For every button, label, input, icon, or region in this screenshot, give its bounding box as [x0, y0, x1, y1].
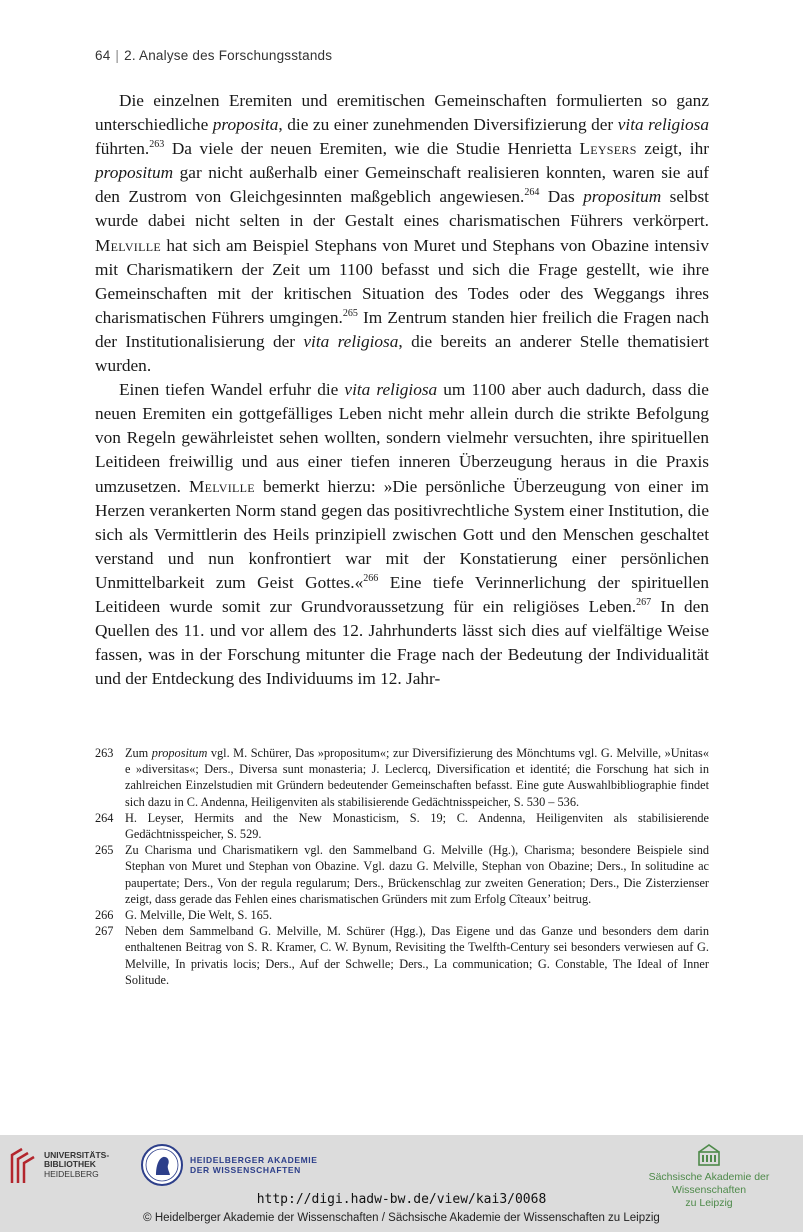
footnote-text: [125, 745, 709, 810]
hadw-seal-icon: [140, 1143, 184, 1187]
italic-term: propositum: [151, 746, 208, 760]
ub-line: HEIDELBERG: [44, 1168, 99, 1179]
saw-building-icon: [697, 1143, 721, 1167]
header-separator: |: [115, 48, 120, 63]
hadw-line: DER WISSENSCHAFTEN: [190, 1165, 301, 1175]
ub-line: BIBLIOTHEK: [44, 1159, 96, 1170]
text-run: führten.: [95, 139, 150, 159]
ub-logo-icon: [8, 1145, 38, 1185]
hadw-line: HEIDELBERGER AKADEMIE: [190, 1155, 318, 1165]
text-run: zeigt, ihr: [636, 139, 709, 159]
footnote-ref[interactable]: 264: [524, 187, 540, 199]
footnote-number: 264: [95, 810, 114, 825]
text-run: gar nicht außerhalb einer Gemeinschaft realisieren konnten, waren sie auf den Zustrom von Gleichgesinnten maßgeblich angewiesen.: [95, 163, 709, 207]
text-run: Im Zentrum standen hier freilich die Fragen nach der Institutionalisierung der: [95, 307, 709, 351]
text-run: Das: [539, 187, 584, 207]
text-run: Zum: [125, 746, 152, 760]
italic-term: propositum: [95, 163, 174, 183]
text-run: Eine tiefe Verinnerlichung der spirituellen Leitideen wurde somit zur Grundvoraussetzung für ein religiöses Leben.: [95, 572, 709, 616]
hadw-logo[interactable]: [140, 1143, 318, 1187]
author-name: Leysers: [579, 139, 637, 159]
text-run: , die bereits an anderer Stelle thematisiert wurden.: [95, 331, 709, 376]
italic-term: vita religiosa: [303, 331, 399, 351]
text-run: um 1100 aber auch dadurch, dass die neuen Eremiten ein gottgefälliges Leben nicht mehr allein durch die strikte Befolgung von Regeln gewährleistet sehen wollten, sondern vielmehr versuchten, ihre spirituellen Leitideen freiwillig und aus einer tiefen inneren Überzeugung heraus in die Praxis umzusetzen.: [95, 380, 709, 496]
author-name: Melville: [95, 235, 161, 255]
saw-line: Sächsische Akademie der Wissenschaften: [648, 1171, 770, 1196]
paragraph-1: [95, 89, 709, 378]
text-run: vgl. M. Schürer, Das »propositum«; zur Diversifizierung des Mönchtums vgl. G. Melville, »Unitas« e »diversitas«; Ders., Diversa sunt monasteria; J. Leclercq, Diversification et identité; die Forschung hat sich in zahlreichen Einzelstudien mit Gründern bedeutender Gemeinschaften befasst. Eine gute Auswahlbibliographie findet sich dazu in C. Andenna, Heiligenviten als stabilisierende Gedächtnisspeicher, S. 530 – 536.: [125, 746, 709, 809]
footnote-text: Neben dem Sammelband G. Melville, M. Schürer (Hgg.), Das Eigene und das Ganze und besonders dem darin enthaltenen Beitrag von S. R. Kramer, C. W. Bynum, Revisiting the Twelfth-Century sei besonders verwiesen auf G. Melville, In privatis locis; Ders., Auf der Schwelle; Ders., La communication; G. Constable, The Ideal of Inner Solitude.: [125, 924, 709, 987]
footnotes: [95, 745, 709, 988]
footnote-number: 263: [95, 746, 114, 760]
text-run: Da viele der neuen Eremiten, wie die Studie Henrietta: [164, 139, 580, 159]
footnote-266: [95, 907, 709, 923]
copyright-notice: © Heidelberger Akademie der Wissenschaften / Sächsische Akademie der Wissenschaften zu Leipzig: [143, 1212, 660, 1224]
footnote-number: 267: [95, 924, 114, 939]
italic-term: vita religiosa: [344, 380, 438, 400]
paragraph-2: [95, 378, 709, 691]
text-run: In den Quellen des 11. und vor allem des 12. Jahrhunderts lässt sich dies auf vielfältige Weise fassen, was in der Forschung mitunter die Frage nach der Bedeutung der Individualität und der Entdeckung des Individuums im 12. Jahr-: [95, 596, 709, 689]
main-text: [95, 89, 709, 691]
saw-line: zu Leipzig: [685, 1197, 733, 1209]
chapter-title: 2. Analyse des Forschungsstands: [124, 48, 333, 63]
footnote-text: G. Melville, Die Welt, S. 165.: [125, 908, 273, 923]
italic-term: propositum: [583, 187, 662, 207]
ub-line: UNIVERSITÄTS-: [44, 1149, 110, 1160]
italic-term: proposita: [212, 115, 279, 135]
running-header: [95, 48, 332, 63]
footnote-ref[interactable]: 265: [342, 308, 358, 320]
page-number: 64: [95, 48, 111, 63]
footnote-265: [95, 842, 709, 907]
footnote-number: 265: [95, 843, 114, 858]
footnote-text: Zu Charisma und Charismatikern vgl. den Sammelband G. Melville (Hg.), Charisma; besondere Beispiele sind Stephan von Muret und Stephan von Obazine. Vgl. dazu G. Melville, Stephan von Obazine; Ders., In solitudine ac paupertate; Ders., Von der regula regularum; Ders., Brückenschlag zur zweiten Generation; Ders., Die Zisterzienser zeigt, dass gerade das Fehlen eines charismatischen Gründers mit zum Erfolg Cîteaux’ beitrug.: [125, 843, 709, 906]
page-url[interactable]: http://digi.hadw-bw.de/view/kai3/0068: [256, 1192, 547, 1207]
footnote-267: [95, 923, 709, 988]
footnote-number: 266: [95, 908, 114, 923]
footnote-264: [95, 810, 709, 842]
text-run: Einen tiefen Wandel erfuhr die: [119, 380, 345, 400]
ub-logo-text: [44, 1151, 109, 1180]
italic-term: vita religiosa: [617, 115, 709, 135]
text-run: bemerkt hierzu: »Die persönliche Überzeugung von einer im Herzen verankerten Norm stand gegen das positivrechtliche System einer Institution, die sich als Vermittlerin des Heils prinzipiell zwischen Gott und den Menschen geschaltet verstand und nun konfrontiert war mit der Konstatierung einer persönlichen Unmittelbarkeit zum Geist Gottes.«: [95, 476, 709, 592]
footnote-text: H. Leyser, Hermits and the New Monasticism, S. 19; C. Andenna, Heiligenviten als stabilisierende Gedächtnisspeicher, S. 529.: [125, 810, 709, 842]
ub-heidelberg-logo[interactable]: [8, 1143, 109, 1187]
text-run: , die zu einer zunehmenden Diversifizierung der: [278, 115, 618, 135]
footnote-263: [95, 745, 709, 810]
hadw-logo-text: [190, 1155, 318, 1175]
footnote-ref[interactable]: 267: [636, 597, 652, 609]
footnote-ref[interactable]: 266: [363, 573, 379, 585]
text-run: Die einzelnen Eremiten und eremitischen Gemeinschaften formulierten so ganz unterschiedliche: [95, 91, 709, 135]
text-run: hat sich am Beispiel Stephans von Muret und Stephans von Obazine intensiv mit Charismatikern der Zeit um 1100 befasst und sich die Frage gestellt, wie ihre Gemeinschaften mit der kritischen Situation des Todes oder des Weggangs ihres charismatischen Führers umgingen.: [95, 235, 709, 327]
text-run: selbst wurde dabei nicht selten in der Gestalt eines charismatischen Führers verkörpert.: [95, 187, 709, 231]
footnote-ref[interactable]: 263: [149, 139, 165, 151]
author-name: Melville: [188, 476, 255, 496]
